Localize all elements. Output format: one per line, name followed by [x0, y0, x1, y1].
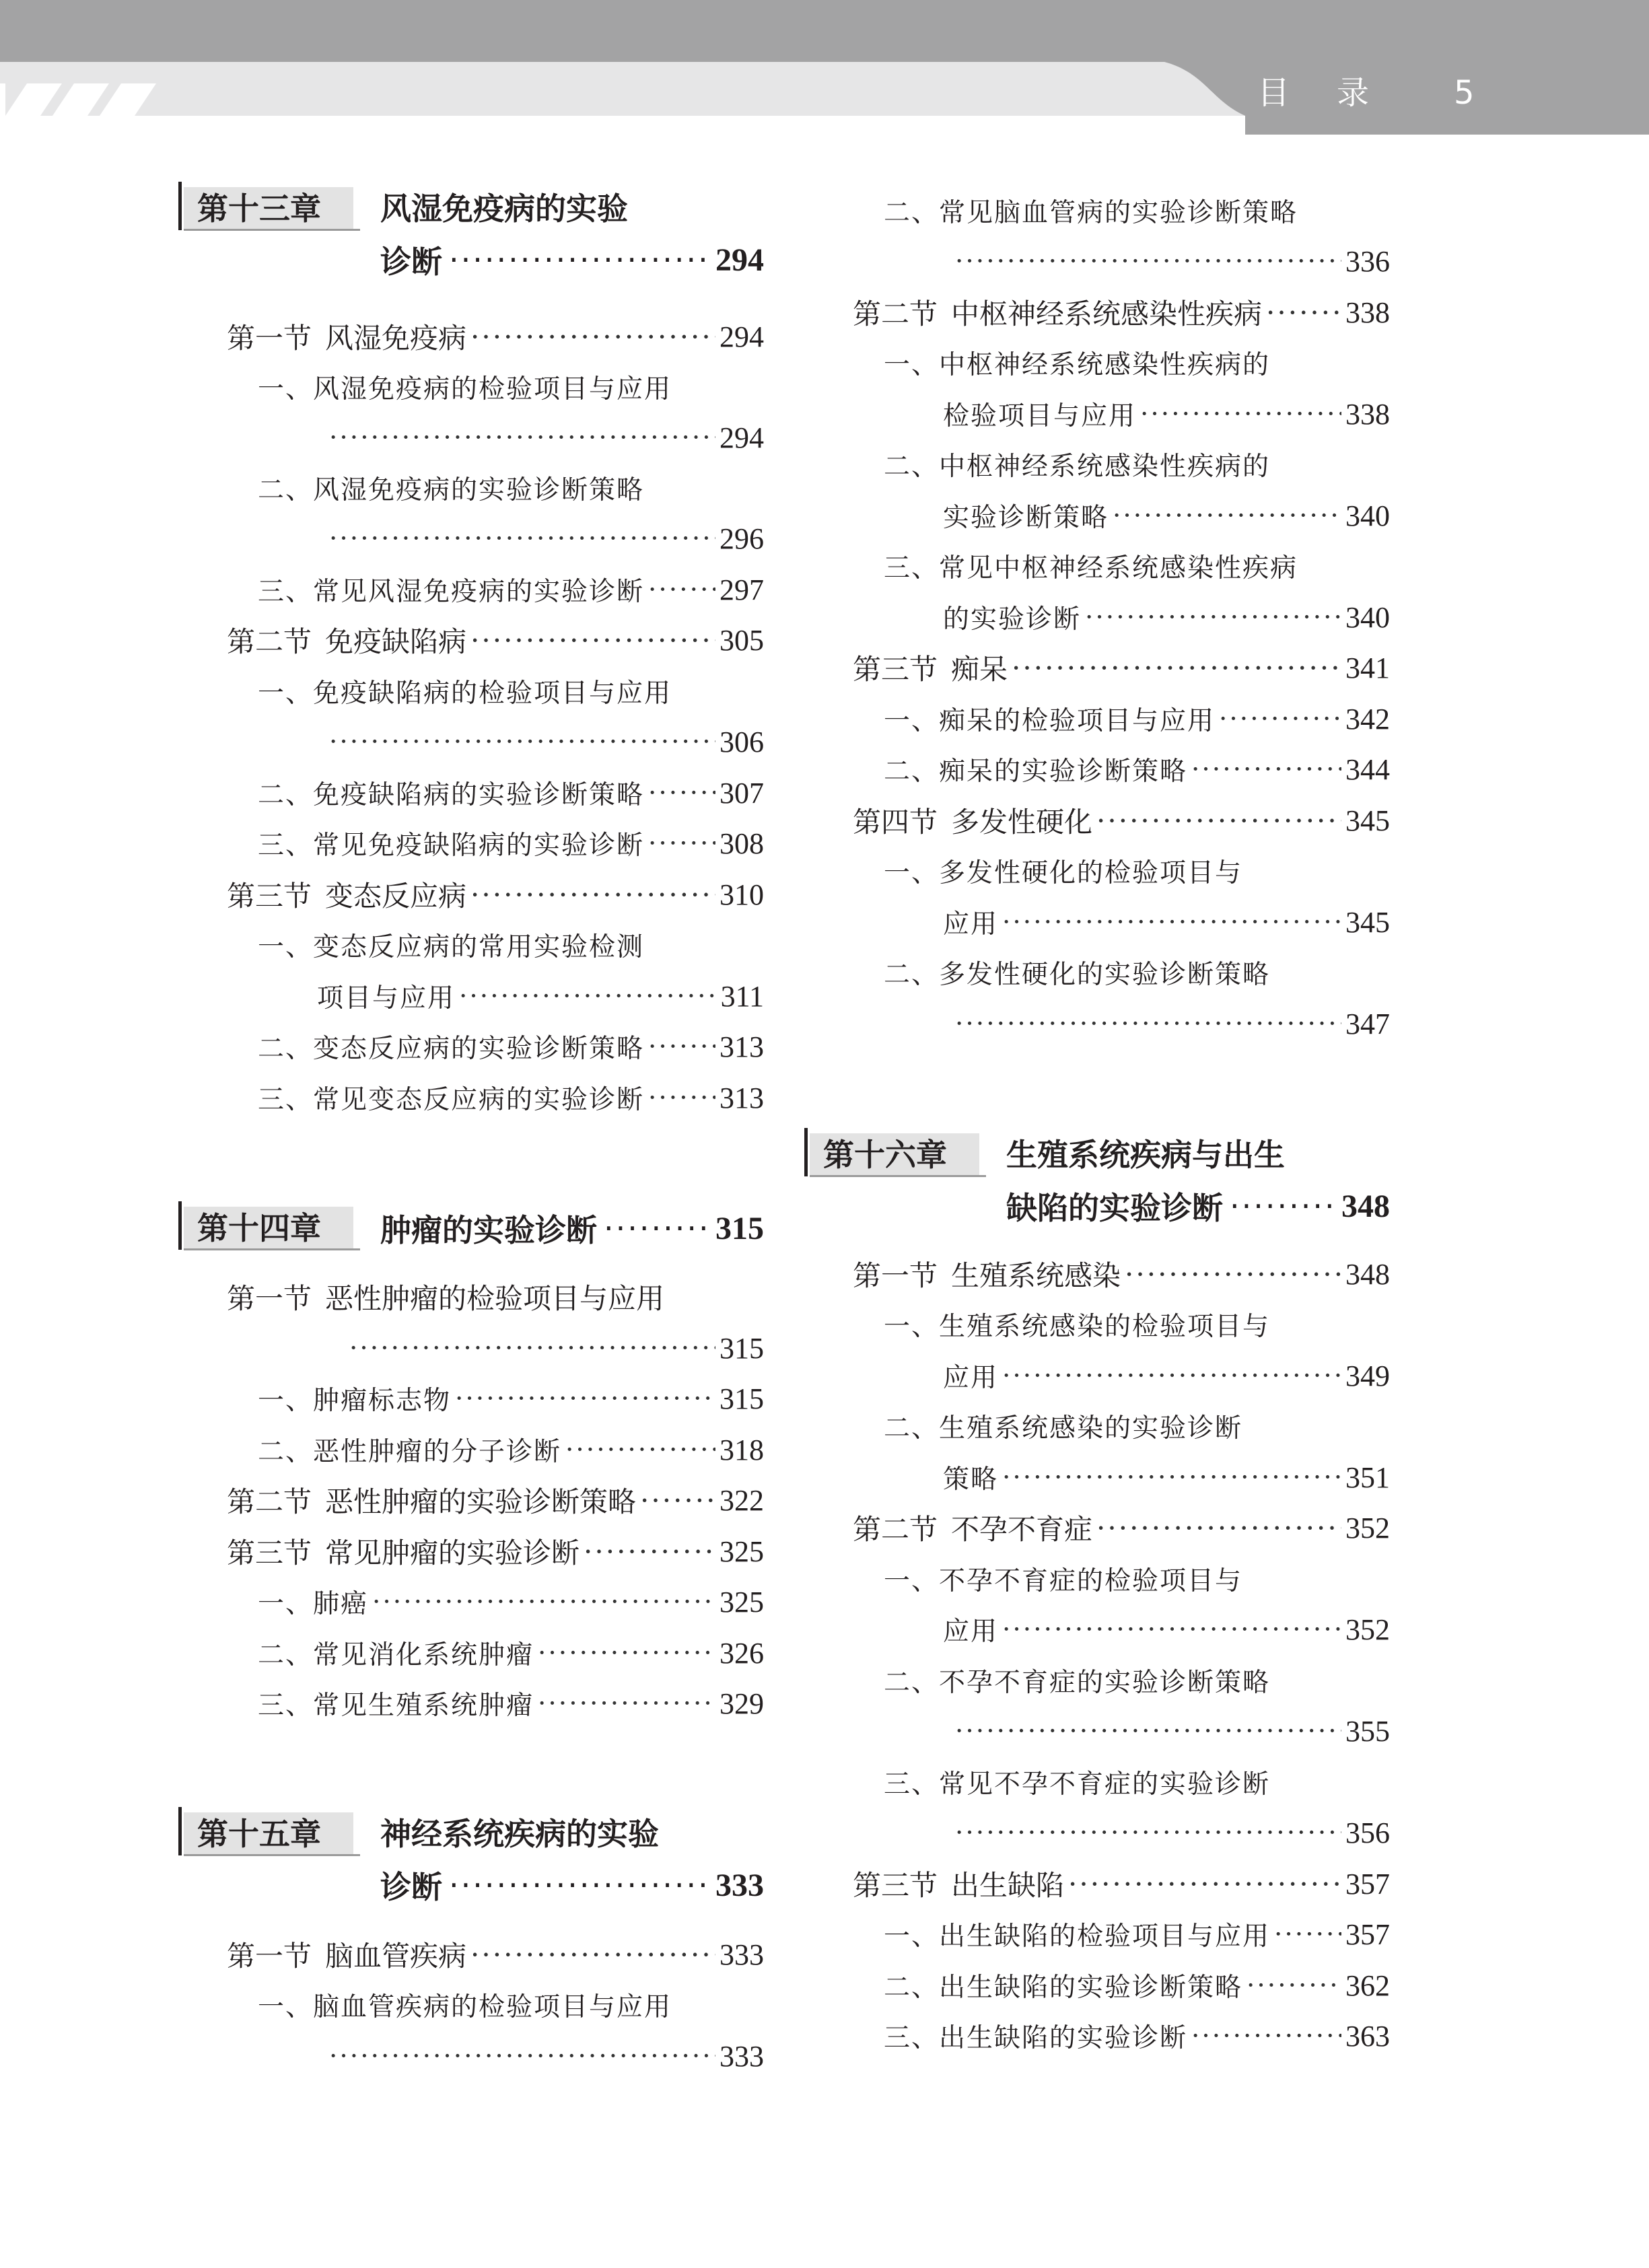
toc-subsection-entry[interactable] [884, 343, 1390, 383]
toc-subsection-entry[interactable] [258, 1026, 764, 1067]
section-number: 第三节 [227, 1536, 312, 1569]
subsection-title-cont: 实验诊断策略 [943, 503, 1109, 533]
toc-subsection-entry[interactable] [258, 1077, 764, 1118]
leader-dots [1191, 754, 1341, 785]
page-number: 315 [720, 1382, 764, 1415]
toc-subsection-entry[interactable] [258, 1985, 764, 2025]
subsection-title: 一、免疫缺陷病的检验项目与应用 [258, 678, 672, 709]
toc-subsection-entry[interactable] [884, 1762, 1390, 1802]
subsection-title: 一、生殖系统感染的检验项目与 [884, 1312, 1271, 1342]
chapter-label: 第十三章 [197, 190, 321, 227]
leader-dots [538, 1638, 715, 1668]
toc-subsection-entry[interactable] [258, 823, 764, 863]
page-number: 363 [1345, 2019, 1390, 2053]
toc-subsection-continuation[interactable] [943, 394, 1390, 434]
subsection-title: 一、风湿免疫病的检验项目与应用 [258, 374, 672, 404]
section-number: 第一节 [853, 1259, 938, 1292]
chapter-heading-13[interactable] [178, 182, 764, 283]
chapter-title-line2 [1006, 1184, 1390, 1228]
toc-subsection-continuation[interactable] [955, 1003, 1390, 1044]
toc-subsection-entry[interactable] [258, 367, 764, 407]
leader-dots [459, 981, 717, 1012]
chapter-title-cont: 诊断 [380, 1869, 442, 1905]
subsection-title: 一、肺癌 [258, 1589, 369, 1619]
leader-dots [1096, 1512, 1341, 1545]
subsection-title: 二、变态反应病的实验诊断策略 [258, 1034, 645, 1064]
page-number: 315 [720, 1331, 764, 1365]
chapter-title-line2 [380, 1864, 764, 1907]
chapter-bar [178, 1201, 182, 1250]
header-band [0, 0, 1649, 135]
subsection-title: 一、痴呆的检验项目与应用 [884, 706, 1216, 736]
page-number: 352 [1345, 1511, 1390, 1545]
chapter-page: 294 [715, 242, 764, 278]
chapter-label: 第十五章 [197, 1816, 321, 1852]
page-number: 326 [720, 1636, 764, 1670]
section-title: 中枢神经系统感染性疾病 [951, 297, 1263, 330]
toc-subsection-entry[interactable] [884, 1304, 1390, 1345]
page-number: 357 [1345, 1917, 1390, 1951]
chapter-heading-16[interactable] [804, 1128, 1390, 1229]
page-number: 340 [1345, 499, 1390, 532]
page-number: 345 [1345, 804, 1390, 837]
page-number: 296 [720, 522, 764, 555]
leader-dots [455, 1384, 715, 1414]
toc-subsection-entry[interactable] [884, 1914, 1390, 1954]
chapter-title-line2 [380, 238, 764, 281]
leader-dots [1266, 296, 1341, 329]
page-number: 322 [720, 1483, 764, 1517]
page-number: 333 [720, 1938, 764, 1971]
subsection-title: 二、出生缺陷的实验诊断策略 [884, 1973, 1243, 2003]
page-number: 362 [1345, 1969, 1390, 2002]
toc-section-entry[interactable] [227, 316, 764, 357]
section-title: 生殖系统感染 [951, 1259, 1121, 1292]
leader-dots [329, 727, 715, 757]
toc-subsection-continuation[interactable] [955, 241, 1390, 281]
subsection-title-cont: 策略 [943, 1464, 999, 1495]
section-title: 不孕不育症 [951, 1513, 1093, 1546]
toc-subsection-entry[interactable] [884, 1559, 1390, 1599]
leader-dots [1096, 804, 1341, 837]
header-section-label: 目录 [1257, 74, 1417, 112]
toc-subsection-entry[interactable] [258, 1633, 764, 1673]
subsection-title: 二、多发性硬化的实验诊断策略 [884, 960, 1271, 990]
toc-section-entry[interactable] [227, 1934, 764, 1975]
page-number: 310 [720, 878, 764, 911]
leader-dots [648, 778, 715, 808]
page-number: 345 [1345, 905, 1390, 939]
toc-subsection-continuation[interactable] [943, 1457, 1390, 1497]
section-title: 脑血管疾病 [325, 1940, 467, 1973]
toc-subsection-entry[interactable] [884, 1660, 1390, 1701]
toc-section-entry[interactable] [853, 292, 1390, 332]
subsection-title: 二、恶性肿瘤的分子诊断 [258, 1437, 562, 1467]
toc-subsection-continuation[interactable] [955, 1711, 1390, 1751]
leader-dots [955, 246, 1341, 277]
toc-subsection-entry[interactable] [258, 468, 764, 508]
page-number: 333 [720, 2039, 764, 2073]
subsection-title: 三、出生缺陷的实验诊断 [884, 2023, 1188, 2053]
chapter-title-cont: 诊断 [380, 244, 442, 280]
leader-dots [648, 1032, 715, 1062]
section-title: 多发性硬化 [951, 806, 1093, 839]
subsection-title: 一、多发性硬化的检验项目与 [884, 858, 1243, 888]
leader-dots [955, 1009, 1341, 1039]
toc-subsection-entry[interactable] [258, 569, 764, 610]
chapter-page: 315 [715, 1210, 764, 1246]
leader-dots [1191, 2021, 1341, 2051]
page-number: 307 [720, 776, 764, 810]
subsection-title: 二、免疫缺陷病的实验诊断策略 [258, 780, 645, 810]
leader-dots [1274, 1919, 1341, 1950]
section-number: 第二节 [227, 1485, 312, 1518]
chapter-bar [804, 1128, 808, 1176]
section-number: 第二节 [853, 1513, 938, 1546]
page-number: 294 [720, 421, 764, 454]
leader-dots [640, 1484, 715, 1517]
chapter-label: 第十四章 [197, 1210, 321, 1246]
toc-section-entry[interactable] [853, 1864, 1390, 1904]
subsection-title-cont: 检验项目与应用 [943, 401, 1137, 431]
chapter-page: 348 [1341, 1188, 1390, 1224]
toc-subsection-entry[interactable] [258, 1429, 764, 1470]
leader-dots [1230, 1188, 1335, 1224]
chapter-bar [178, 182, 182, 230]
page-number: 325 [720, 1585, 764, 1619]
page-number: 341 [1345, 651, 1390, 684]
subsection-title: 一、出生缺陷的检验项目与应用 [884, 1921, 1271, 1952]
leader-dots [1002, 1361, 1341, 1391]
subsection-title: 二、不孕不育症的实验诊断策略 [884, 1668, 1271, 1698]
section-title: 免疫缺陷病 [325, 625, 467, 658]
toc-subsection-continuation[interactable] [943, 902, 1390, 942]
chapter-title: 风湿免疫病的实验 [380, 190, 628, 227]
subsection-title: 二、风湿免疫病的实验诊断策略 [258, 475, 645, 505]
section-title: 风湿免疫病 [325, 322, 467, 355]
leader-dots [1113, 501, 1341, 531]
chapter-heading-15[interactable] [178, 1807, 764, 1908]
toc-subsection-entry[interactable] [258, 1582, 764, 1622]
toc-subsection-entry[interactable] [884, 190, 1390, 231]
toc-subsection-entry[interactable] [258, 925, 764, 965]
leader-dots [1125, 1258, 1341, 1291]
toc-section-entry[interactable] [227, 620, 764, 660]
page-number: 297 [720, 573, 764, 606]
leader-dots [1247, 1971, 1341, 2001]
toc-section-entry[interactable] [853, 800, 1390, 841]
subsection-title: 三、常见风湿免疫病的实验诊断 [258, 577, 645, 607]
leader-dots [1002, 907, 1341, 937]
section-number: 第二节 [227, 625, 312, 658]
chapter-label: 第十六章 [823, 1137, 947, 1173]
subsection-title: 三、常见变态反应病的实验诊断 [258, 1085, 645, 1115]
header-page-number: 5 [1454, 74, 1475, 112]
leader-dots [648, 828, 715, 859]
toc-subsection-entry[interactable] [884, 546, 1390, 586]
leader-dots [955, 1716, 1341, 1746]
toc-subsection-entry[interactable] [884, 851, 1390, 891]
page-number: 352 [1345, 1613, 1390, 1646]
page-number: 313 [720, 1030, 764, 1063]
leader-dots [1219, 704, 1341, 734]
toc-section-entry[interactable] [853, 647, 1390, 688]
page-number: 336 [1345, 244, 1390, 278]
toc-section-entry[interactable] [227, 1531, 764, 1571]
leader-dots [955, 1818, 1341, 1848]
section-number: 第一节 [227, 1282, 312, 1315]
toc-section-continuation[interactable] [349, 1328, 764, 1368]
leader-dots [1068, 1868, 1341, 1901]
subsection-title-cont: 应用 [943, 909, 999, 940]
page-number: 342 [1345, 702, 1390, 736]
page-number: 348 [1345, 1257, 1390, 1291]
section-number: 第三节 [227, 880, 312, 913]
toc-subsection-entry[interactable] [884, 2016, 1390, 2056]
subsection-title: 二、中枢神经系统感染性疾病的 [884, 452, 1271, 482]
toc-subsection-continuation[interactable] [955, 1812, 1390, 1853]
chapter-title-line [380, 1207, 764, 1250]
toc-subsection-entry[interactable] [884, 749, 1390, 789]
subsection-title-cont: 项目与应用 [317, 983, 456, 1014]
leader-dots [538, 1689, 715, 1719]
chapter-title: 肿瘤的实验诊断 [380, 1212, 597, 1248]
page-number: 325 [720, 1534, 764, 1568]
page-number: 338 [1345, 397, 1390, 431]
page-header [0, 0, 1649, 135]
page-number: 340 [1345, 600, 1390, 634]
page-number: 344 [1345, 752, 1390, 786]
subsection-title-cont: 应用 [943, 1617, 999, 1647]
leader-dots [329, 2041, 715, 2071]
toc-subsection-continuation[interactable] [943, 1609, 1390, 1650]
toc-section-entry[interactable] [853, 1254, 1390, 1294]
toc-section-entry[interactable] [227, 874, 764, 915]
toc-subsection-continuation[interactable] [329, 2036, 764, 2076]
toc-section-entry[interactable] [227, 1480, 764, 1520]
page-number: 355 [1345, 1714, 1390, 1748]
section-number: 第一节 [227, 1940, 312, 1973]
leader-dots [470, 1938, 715, 1971]
toc-subsection-continuation[interactable] [329, 721, 764, 762]
chapter-page: 333 [715, 1867, 764, 1903]
page-number: 294 [720, 320, 764, 353]
leader-dots [648, 575, 715, 605]
leader-dots [372, 1587, 715, 1617]
toc-subsection-entry[interactable] [258, 671, 764, 711]
section-title: 变态反应病 [325, 880, 467, 913]
leader-dots [470, 624, 715, 657]
page-number: 347 [1345, 1007, 1390, 1040]
toc-subsection-continuation[interactable] [943, 597, 1390, 637]
chapter-bar [178, 1807, 182, 1855]
subsection-title-cont: 的实验诊断 [943, 604, 1082, 635]
subsection-title: 三、常见不孕不育症的实验诊断 [884, 1769, 1271, 1800]
subsection-title: 三、常见免疫缺陷病的实验诊断 [258, 830, 645, 861]
section-title: 常见肿瘤的实验诊断 [325, 1536, 580, 1569]
subsection-title: 一、脑血管疾病的检验项目与应用 [258, 1992, 672, 2022]
leader-dots [470, 320, 715, 353]
page-number: 306 [720, 725, 764, 758]
leader-dots [449, 1867, 709, 1903]
leader-dots [1140, 399, 1341, 429]
subsection-title: 二、常见脑血管病的实验诊断策略 [884, 198, 1298, 228]
leader-dots [604, 1210, 709, 1246]
chapter-heading-14[interactable] [178, 1201, 764, 1252]
subsection-title: 二、生殖系统感染的实验诊断 [884, 1413, 1243, 1444]
leader-dots [1085, 602, 1341, 633]
leader-dots [1012, 651, 1341, 684]
leader-dots [449, 242, 709, 278]
section-number: 第二节 [853, 297, 938, 330]
section-title: 痴呆 [951, 653, 1008, 686]
chapter-title: 神经系统疾病的实验 [380, 1816, 659, 1852]
subsection-title: 一、不孕不育症的检验项目与 [884, 1566, 1243, 1596]
toc-subsection-continuation[interactable] [943, 1355, 1390, 1396]
toc-subsection-continuation[interactable] [329, 518, 764, 559]
page-number: 357 [1345, 1867, 1390, 1901]
chapter-title-cont: 缺陷的实验诊断 [1006, 1190, 1223, 1226]
section-number: 第三节 [853, 1869, 938, 1902]
subsection-title: 三、常见中枢神经系统感染性疾病 [884, 553, 1298, 583]
page-number: 308 [720, 826, 764, 860]
page-number: 311 [720, 979, 764, 1013]
page-number: 338 [1345, 295, 1390, 329]
subsection-title: 二、常见消化系统肿瘤 [258, 1640, 534, 1670]
subsection-title: 二、痴呆的实验诊断策略 [884, 756, 1188, 787]
toc-subsection-entry[interactable] [884, 1406, 1390, 1446]
toc-section-entry[interactable] [227, 1277, 764, 1317]
leader-dots [329, 423, 715, 453]
toc-subsection-entry[interactable] [884, 1965, 1390, 2006]
subsection-title-cont: 应用 [943, 1363, 999, 1393]
toc-subsection-entry[interactable] [258, 1683, 764, 1724]
leader-dots [648, 1083, 715, 1113]
page-number: 313 [720, 1081, 764, 1114]
leader-dots [1002, 1462, 1341, 1493]
subsection-title: 一、变态反应病的常用实验检测 [258, 932, 645, 962]
leader-dots [349, 1333, 715, 1363]
toc-subsection-entry[interactable] [884, 444, 1390, 485]
leader-dots [584, 1535, 715, 1568]
section-number: 第一节 [227, 322, 312, 355]
page-number: 356 [1345, 1816, 1390, 1849]
page-number: 305 [720, 623, 764, 657]
toc-subsection-continuation[interactable] [329, 417, 764, 458]
subsection-title: 一、中枢神经系统感染性疾病的 [884, 350, 1271, 380]
chapter-title: 生殖系统疾病与出生 [1006, 1137, 1285, 1173]
toc-subsection-entry[interactable] [258, 773, 764, 813]
page-number: 351 [1345, 1460, 1390, 1494]
toc-subsection-continuation[interactable] [317, 976, 764, 1016]
section-number: 第三节 [853, 653, 938, 686]
toc-subsection-entry[interactable] [258, 1378, 764, 1419]
toc-subsection-entry[interactable] [884, 952, 1390, 993]
leader-dots [329, 524, 715, 554]
leader-dots [470, 878, 715, 911]
page-number: 329 [720, 1687, 764, 1720]
toc-subsection-entry[interactable] [884, 699, 1390, 739]
section-title: 恶性肿瘤的实验诊断策略 [325, 1485, 637, 1518]
leader-dots [1002, 1615, 1341, 1645]
leader-dots [565, 1435, 715, 1465]
subsection-title: 三、常见生殖系统肿瘤 [258, 1691, 534, 1721]
page-number: 349 [1345, 1359, 1390, 1392]
subsection-title: 一、肿瘤标志物 [258, 1386, 452, 1416]
section-number: 第四节 [853, 806, 938, 839]
toc-subsection-continuation[interactable] [943, 495, 1390, 536]
section-title: 恶性肿瘤的检验项目与应用 [325, 1282, 665, 1315]
toc-section-entry[interactable] [853, 1508, 1390, 1548]
section-title: 出生缺陷 [951, 1869, 1065, 1902]
page-number: 318 [720, 1433, 764, 1466]
